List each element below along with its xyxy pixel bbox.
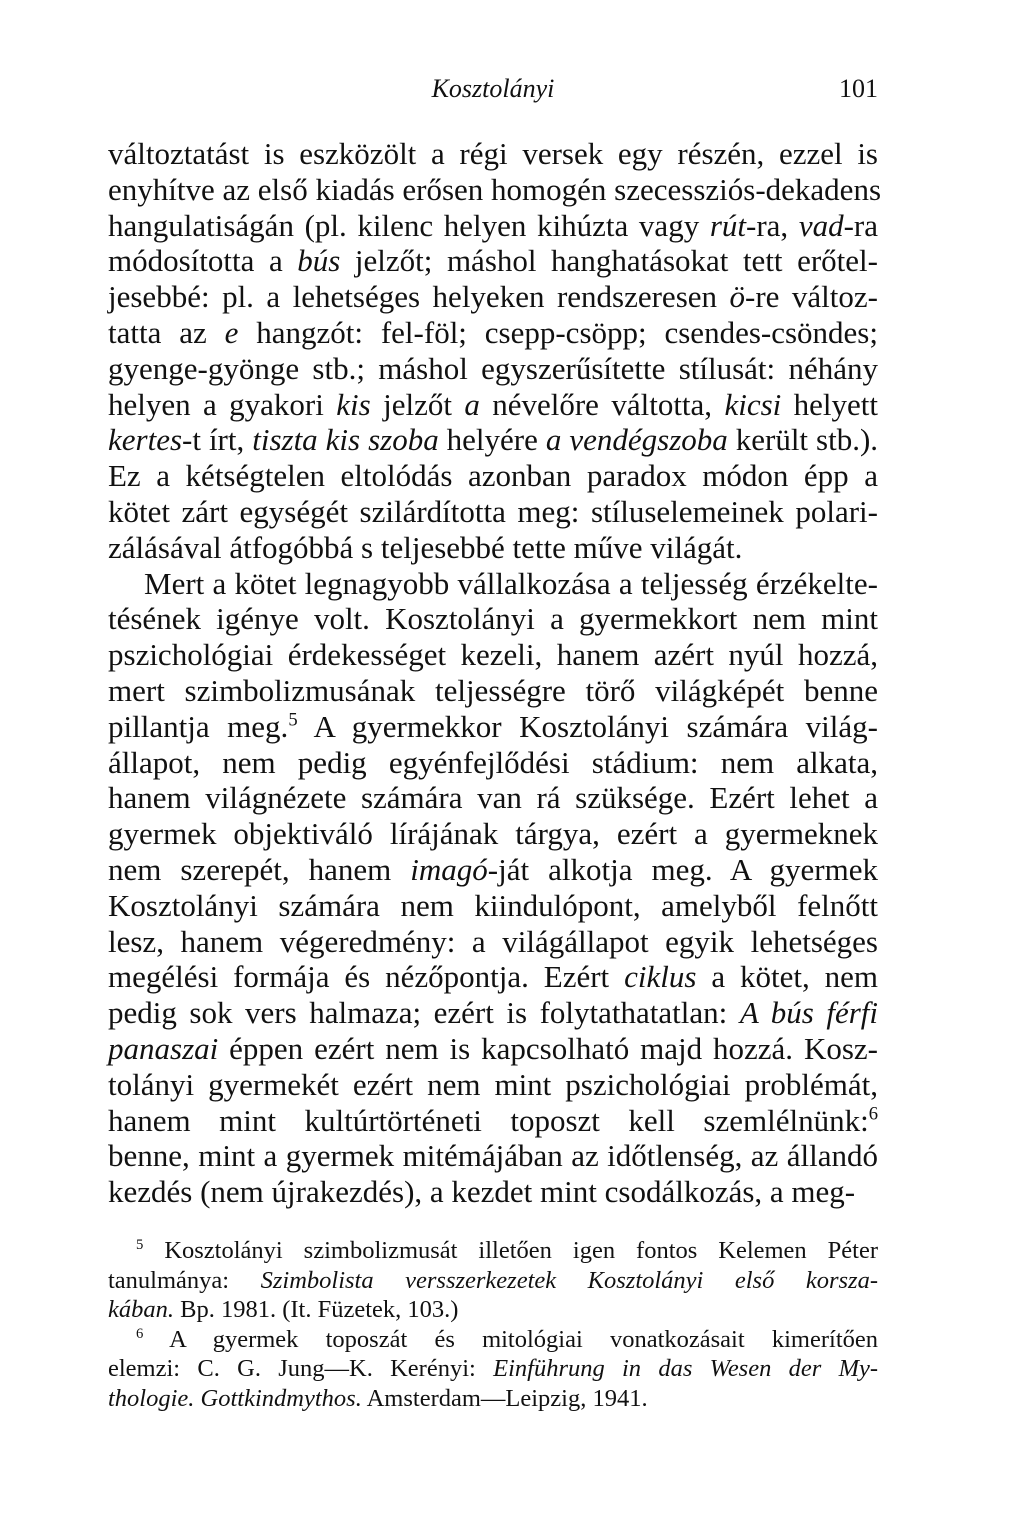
text-run: tanulmánya: <box>108 1266 261 1294</box>
italic-text: kicsi <box>724 386 782 422</box>
text-run: állapot, nem pedig egyénfejlődési stádium: nem alkata, <box>108 744 878 780</box>
body-line <box>108 171 882 208</box>
text-run: hanem mint kultúrtörténeti toposzt kell szemlélnünk: <box>108 1102 869 1138</box>
text-run: pszichológiai érdekességet kezeli, hanem azért nyúl hozzá, <box>108 637 878 673</box>
text-run: kötet zárt egységét szilárdította meg: stíluselemeinek polari- <box>108 493 878 529</box>
footnote-ref: 5 <box>288 709 298 731</box>
text-run: benne, mint a gyermek mitémájában az időtlenség, az állandó <box>108 1138 878 1174</box>
italic-text: ciklus <box>624 959 697 995</box>
text-run: a kötet, nem <box>696 959 878 995</box>
italic-text: a vendégszoba <box>545 422 728 458</box>
body-line <box>108 601 878 637</box>
body-line <box>108 1103 878 1139</box>
body-line <box>108 709 878 745</box>
text-run: mert szimbolizmusának teljességre törő világképét benne <box>108 672 878 708</box>
italic-text: bús <box>297 243 341 279</box>
text-run: helyett <box>781 386 879 422</box>
body-line <box>108 422 878 458</box>
body-line <box>108 494 878 530</box>
text-run: éppen ezért nem is kapcsolható majd hozzá. Kosz- <box>218 1030 878 1066</box>
text-run: hangulatiságán (pl. kilenc helyen kihúzta vagy <box>108 207 710 243</box>
body-line <box>108 637 878 673</box>
text-run: elemzi: C. G. Jung—K. Kerényi: <box>108 1355 494 1382</box>
italic-text: kis <box>336 386 371 422</box>
body-line <box>108 673 878 709</box>
footnote-ref: 6 <box>136 1325 144 1342</box>
text-run: megélési formája és nézőpontja. Ezért <box>108 959 625 995</box>
footnote-ref: 5 <box>136 1236 144 1253</box>
text-run: Mert a kötet legnagyobb vállalkozása a teljesség érzékelte- <box>144 565 878 601</box>
text-run: enyhítve az első kiadás erősen homogén szecessziós-dekadens <box>108 171 882 207</box>
body-line <box>108 530 878 566</box>
italic-text: imagó <box>410 851 488 887</box>
footnote-line <box>108 1354 878 1384</box>
text-run: A gyermekkor Kosztolányi számára világ- <box>297 708 878 744</box>
footnote-ref: 6 <box>868 1103 878 1125</box>
body-line <box>108 888 878 924</box>
italic-text: e <box>224 314 239 350</box>
text-run: tésének igénye volt. Kosztolányi a gyermekkort nem mint <box>108 601 878 637</box>
text-run: helyére <box>438 422 546 458</box>
italic-text: kertes <box>108 422 183 458</box>
footnote-line <box>108 1266 878 1296</box>
text-run: Ez a kétségtelen eltolódás azonban paradox módon épp a <box>108 458 878 494</box>
text-run: lesz, hanem végeredmény: a világállapot egyik lehetséges <box>108 923 878 959</box>
body-line <box>108 959 878 995</box>
body-line <box>108 279 878 315</box>
body-line <box>108 745 878 781</box>
text-run: jelzőt; máshol hanghatásokat tett erőtel- <box>340 243 878 279</box>
text-run: -re változ- <box>745 279 878 315</box>
text-run: pillantja meg. <box>108 708 289 744</box>
body-line <box>108 780 878 816</box>
text-run: helyen a gyakori <box>108 386 337 422</box>
body-line <box>108 208 878 244</box>
text-run: A gyermek toposzát és mitológiai vonatkozásait kimerítően <box>143 1325 878 1353</box>
running-title: Kosztolányi <box>431 74 555 103</box>
footnote-line <box>108 1236 878 1266</box>
footnotes <box>108 1236 878 1413</box>
text-run: került stb.). <box>727 422 879 458</box>
text-run: pedig sok vers halmaza; ezért is folytathatatlan: <box>108 995 740 1031</box>
text-run: gyenge-gyönge stb.; máshol egyszerűsítette stílusát: néhány <box>108 350 878 386</box>
text-run: tatta az <box>108 314 225 350</box>
italic-text: vad <box>798 207 844 243</box>
body-line <box>108 351 878 387</box>
text-run: jesebbé: pl. a lehetséges helyeken rendszeresen <box>108 279 730 315</box>
text-run: gyermek objektiváló lírájának tárgya, ezért a gyermeknek <box>108 816 878 852</box>
text-run: zálásával átfogóbbá s teljesebbé tette műve világát. <box>108 529 743 565</box>
text-run: változtatást is eszközölt a régi versek egy részén, ezzel is <box>108 136 878 171</box>
body-line <box>108 458 878 494</box>
text-run: hangzót: fel-föl; csepp-csöpp; csendes-csöndes; <box>238 314 878 350</box>
text-run: névelőre váltotta, <box>479 386 725 422</box>
text-run: Bp. 1981. (It. Füzetek, 103.) <box>174 1296 459 1323</box>
text-run: Kosztolányi számára nem kiindulópont, amelyből felnőtt <box>108 887 878 923</box>
text-run: kezdés (nem újrakezdés), a kezdet mint csodálkozás, a meg- <box>108 1174 856 1210</box>
body-line <box>108 1174 878 1210</box>
italic-text: kában. <box>108 1296 174 1323</box>
running-header <box>108 74 878 114</box>
text-run: -t írt, <box>182 422 253 458</box>
body-line <box>108 1067 878 1103</box>
italic-text: thologie. Gottkindmythos. <box>108 1384 362 1412</box>
text-run: -ra <box>843 207 878 243</box>
text-run: -ra, <box>746 207 799 243</box>
italic-text: panaszai <box>108 1030 219 1066</box>
text-run: Kosztolányi szimbolizmusát illetően igen fontos Kelemen Péter <box>143 1237 878 1264</box>
text-run: Amsterdam—Leipzig, 1941. <box>361 1384 648 1412</box>
body-line <box>108 924 878 960</box>
body-line <box>108 1031 878 1067</box>
body-line <box>108 1138 878 1174</box>
body-line <box>108 852 878 888</box>
text-run: hanem világnézete számára van rá szüksége. Ezért lehet a <box>108 780 878 816</box>
text-run: -ját alkotja meg. A gyermek <box>487 851 878 887</box>
italic-text: a <box>464 386 480 422</box>
italic-text: Szimbolista versszerkezetek Kosztolányi első korsza- <box>260 1266 878 1294</box>
italic-text: Einführung in das Wesen der My- <box>493 1355 879 1382</box>
text-run: nem szerepét, hanem <box>108 851 411 887</box>
text-run: jelzőt <box>370 386 465 422</box>
footnote-line <box>108 1325 878 1355</box>
body-text <box>108 136 882 1210</box>
body-line <box>108 816 878 852</box>
italic-text: rút <box>709 207 747 243</box>
body-line <box>108 136 878 172</box>
italic-text: A bús férfi <box>739 995 879 1031</box>
italic-text: ö <box>729 279 746 315</box>
italic-text: tiszta kis szoba <box>252 422 439 458</box>
body-line <box>108 566 878 602</box>
text-run: módosította a <box>108 243 298 279</box>
body-line <box>108 243 878 279</box>
page-number: 101 <box>839 74 878 103</box>
text-run: tolányi gyermekét ezért nem mint pszichológiai problémát, <box>108 1066 878 1102</box>
body-line <box>108 995 878 1031</box>
footnote-line <box>108 1384 878 1414</box>
body-line <box>108 315 878 351</box>
body-line <box>108 387 878 423</box>
footnote-line <box>108 1295 878 1325</box>
